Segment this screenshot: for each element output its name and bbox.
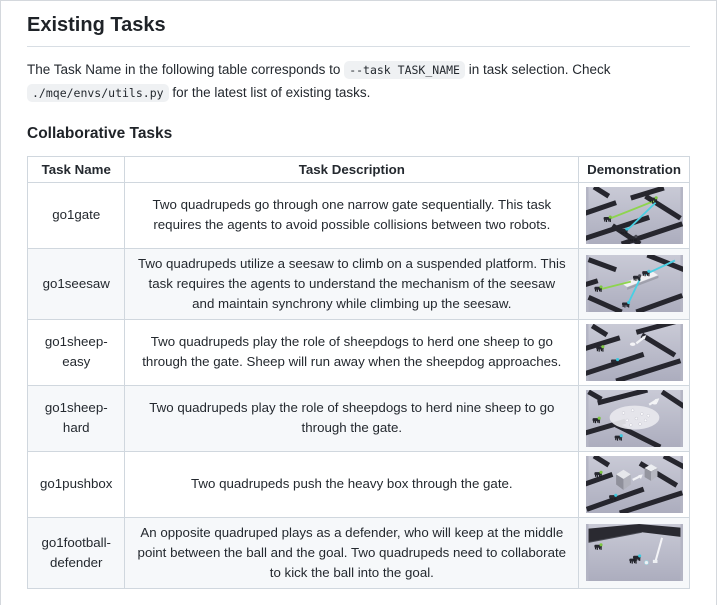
demo-image-go1football-defender[interactable] bbox=[586, 524, 683, 581]
column-header-demonstration: Demonstration bbox=[579, 156, 690, 182]
column-header-task-description: Task Description bbox=[125, 156, 579, 182]
task-name-cell: go1sheep-hard bbox=[28, 385, 125, 451]
intro-text-2: in task selection. Check bbox=[468, 62, 611, 77]
task-name-cell: go1football-defender bbox=[28, 517, 125, 588]
utils-path-code: ./mqe/envs/utils.py bbox=[27, 84, 169, 102]
demo-image-go1sheep-easy[interactable] bbox=[586, 324, 683, 381]
demo-image-go1pushbox[interactable] bbox=[586, 456, 683, 513]
section-title-collaborative-tasks: Collaborative Tasks bbox=[27, 124, 173, 142]
demonstration-cell bbox=[579, 319, 690, 385]
demo-image-go1gate[interactable] bbox=[586, 187, 683, 244]
task-description-cell: Two quadrupeds play the role of sheepdogs to herd one sheep to go through the gate. Sheep will run away when the sheepdog approaches. bbox=[125, 319, 579, 385]
task-name-cell: go1seesaw bbox=[28, 248, 125, 319]
column-header-task-name: Task Name bbox=[28, 156, 125, 182]
demonstration-cell bbox=[579, 451, 690, 517]
table-row bbox=[28, 385, 690, 451]
table-row bbox=[28, 451, 690, 517]
table-row bbox=[28, 517, 690, 588]
task-description-cell: An opposite quadruped plays as a defender, who will keep at the middle point between the ball and the goal. Two quadrupeds need to collaborate to kick the ball into the goal. bbox=[125, 517, 579, 588]
task-table-body bbox=[28, 182, 690, 588]
task-name-cell: go1gate bbox=[28, 182, 125, 248]
collaborative-tasks-table bbox=[27, 156, 690, 589]
task-description-cell: Two quadrupeds push the heavy box through the gate. bbox=[125, 451, 579, 517]
intro-paragraph bbox=[27, 59, 690, 105]
task-description-cell: Two quadrupeds go through one narrow gate sequentially. This task requires the agents to avoid possible collisions between two robots. bbox=[125, 182, 579, 248]
intro-text-1: The Task Name in the following table corresponds to bbox=[27, 62, 341, 77]
task-name-cell: go1pushbox bbox=[28, 451, 125, 517]
task-description-cell: Two quadrupeds utilize a seesaw to climb on a suspended platform. This task requires the agents to understand the mechanism of the seesaw and maintain synchrony while climbing up the seesaw. bbox=[125, 248, 579, 319]
page-title: Existing Tasks bbox=[27, 14, 690, 47]
demonstration-cell bbox=[579, 517, 690, 588]
task-description-cell: Two quadrupeds play the role of sheepdogs to herd nine sheep to go through the gate. bbox=[125, 385, 579, 451]
table-row bbox=[28, 319, 690, 385]
task-flag-code: --task TASK_NAME bbox=[344, 61, 465, 79]
demo-image-go1seesaw[interactable] bbox=[586, 255, 683, 312]
task-name-cell: go1sheep-easy bbox=[28, 319, 125, 385]
intro-text-3: for the latest list of existing tasks. bbox=[172, 84, 371, 100]
demonstration-cell bbox=[579, 385, 690, 451]
table-row bbox=[28, 248, 690, 319]
table-row bbox=[28, 182, 690, 248]
demo-image-go1sheep-hard[interactable] bbox=[586, 390, 683, 447]
demonstration-cell bbox=[579, 182, 690, 248]
demonstration-cell bbox=[579, 248, 690, 319]
table-header-row bbox=[28, 156, 690, 182]
